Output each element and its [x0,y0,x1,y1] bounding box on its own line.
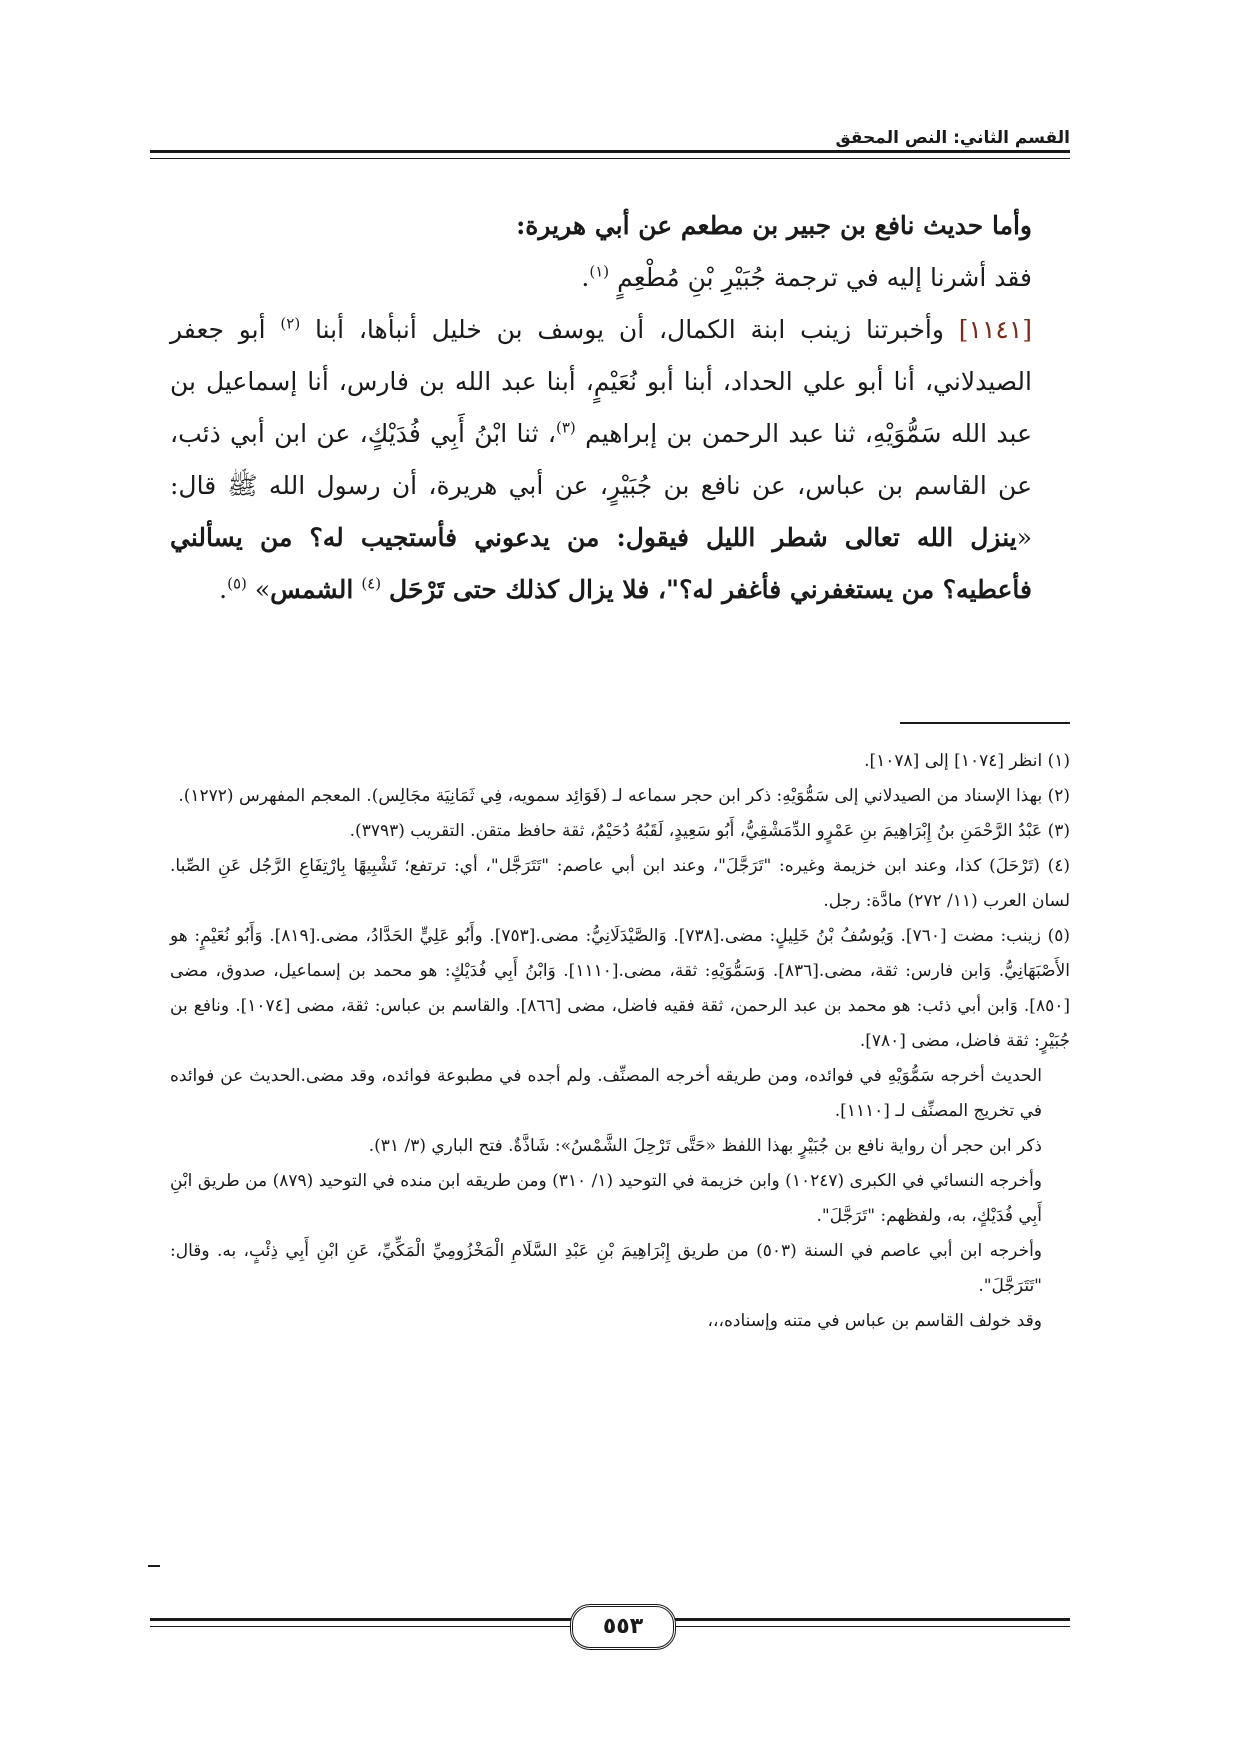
isnad-text-a: وأخبرتنا زينب ابنة الكمال، أن يوسف بن خليل أنبأها، أبنا [314,315,944,344]
continuation-dash [148,1565,160,1567]
header-rule-thin [150,158,1070,159]
running-head: القسم الثاني: النص المحقق [835,128,1070,148]
header-rule-thick [150,150,1070,153]
main-text [170,200,1070,616]
footnote-5-nasai: وأخرجه النسائي في الكبرى (١٠٢٤٧) وابن خزيمة في التوحيد (١/ ٣١٠) ومن طريقه ابن منده في التوحيد (٨٧٩) من طريق ابْنِ أَبِي فُدَيْكٍ، به، ولفظهم: "تَرَجَّلَ". [170,1171,1043,1226]
hadith-number: [١١٤١] [958,315,1033,344]
footnote-1: (١) انظر [١٠٧٤] إلى [١٠٧٨]. [864,751,1070,771]
footnote-4: (٤) (تَرْحَلَ) كذا، وعند ابن خزيمة وغيره: "تَرَجَّلَ"، وعند ابن أبي عاصم: "تَتَرَجَّل"، أي: ترتفع؛ تَشْبِيهًا بِارْتِفَاعِ الرَّجُل عَنِ الصِّبا. لسان العرب (١١/ ٢٧٢) مادَّة: رجل. [170,856,1070,911]
footnote-5-ibn-hajar: ذكر ابن حجر أن رواية نافع بن جُبَيْرٍ بهذا اللفظ «حَتَّى تَرْحِلَ الشَّمْسُ»: شَاذَّةٌ. فتح الباري (٣/ ٣١). [368,1136,1042,1156]
footnote-5-khulifa: وقد خولف القاسم بن عباس في متنه وإسناده،،، [707,1311,1042,1331]
footnotes [170,744,1070,1339]
isnad-text-c: ، ثنا ابْنُ أَبِي فُدَيْكٍ، عن ابن أبي ذئب، عن القاسم بن عباس، عن نافع بن جُبَيْرٍ، عن أبي هريرة، أن رسول الله ﷺ قال: « [170,419,1032,552]
section-heading: وأما حديث نافع بن جبير بن مطعم عن أبي هريرة: [516,211,1032,240]
footnote-5-takhrij: الحديث أخرجه سَمُّوَيْهِ في فوائده، ومن طريقه أخرجه المصنِّف. ولم أجده في مطبوعة فوائده، وقد مضى.الحديث عن فوائده في تخريج المصنِّف لـ [١١١٠]. [170,1066,1042,1121]
matn-text-b: الشمس [270,575,354,604]
footnote-separator [900,722,1070,724]
footnote-ref-3: (٣) [556,418,576,437]
footnote-ref-1: (١) [589,262,610,281]
footnote-ref-4: (٤) [361,574,382,593]
footnote-2: (٢) بهذا الإسناد من الصيدلاني إلى سَمُّوَيْهِ: ذكر ابن حجر سماعه لـ (فَوَائِد سمويه، فِي ثَمَانِيَة مجَالِس). المعجم المفهرس (١٢٧٢). [178,786,1070,806]
footnote-ref-2: (٢) [280,314,301,333]
matn-text-a: ينزل الله تعالى شطر الليل فيقول: من يدعوني فأستجيب له؟ من يسألني فأعطيه؟ من يستغفرني فأغفر له؟"، فلا يزال كذلك حتى تَرْحَل [170,523,1032,604]
cross-reference-text: فقد أشرنا إليه في ترجمة جُبَيْرِ بْنِ مُطْعِمٍ [617,263,1032,292]
isnad-text-b: أبو جعفر الصيدلاني، أنا أبو علي الحداد، أبنا أبو نُعَيْمٍ، أبنا عبد الله بن فارس، أنا إسماعيل بن عبد الله سَمُّوَيْهِ، ثنا عبد الرحمن بن إبراهيم [170,315,1032,448]
page-number: ٥٥٣ [570,1604,676,1650]
footnote-5-ibn-abi-asim: وأخرجه ابن أبي عاصم في السنة (٥٠٣) من طريق إِبْرَاهِيمَ بْنِ عَبْدِ السَّلَامِ الْمَخْزُومِيِّ الْمَكِّيِّ، عَنِ ابْنِ أَبِي ذِئْبٍ، به. وقال: "تَتَرَجَّلَ". [170,1241,1043,1296]
cross-reference-line: فقد أشرنا إليه في ترجمة جُبَيْرِ بْنِ مُطْعِمٍ $^{(١)}$. [581,262,1032,292]
footnote-3: (٣) عَبْدُ الرَّحْمَنِ بنُ إِبْرَاهِيمَ بنِ عَمْرٍو الدِّمَشْقِيُّ، أَبُو سَعِيدٍ، لَقَبُهُ دُحَيْمٌ، ثقة حافظ متقن. التقريب (٣٧٩٣). [349,821,1070,841]
footnote-ref-5: (٥) [227,574,247,593]
hadith-paragraph: [١١٤١] وأخبرتنا زينب ابنة الكمال، أن يوسف بن خليل أنبأها، أبنا $^{(٢)}$ أبو جعفر الصيدلاني، أنا أبو علي الحداد، أبنا أبو نُعَيْمٍ، أبنا عبد الله بن فارس، أنا إسماعيل بن عبد الله سَمُّوَيْهِ، ثنا عبد الرحمن بن إبراهيم $^{(٣)}$، ثنا ابْنُ أَبِي فُدَيْكٍ، عن ابن أبي ذئب، عن القاسم بن عباس، عن نافع بن جُبَيْرٍ، عن أبي هريرة، أن رسول الله ﷺ قال: «ينزل الله تعالى شطر الليل فيقول: من يدعوني فأستجيب له؟ من يسألني فأعطيه؟ من يستغفرني فأغفر له؟"، فلا يزال كذلك حتى تَرْحَل $^{(٤)}$ الشمس» $^{(٥)}$. [170,314,1033,604]
footnote-5: (٥) زينب: مضت [٧٦٠]. وَيُوسُفُ بْنُ خَلِيلٍ: مضى.[٧٣٨]. وَالصَّيْدَلَانِيُّ: مضى.[٧٥٣]. وأَبُو عَلِيٍّ الحَدَّادُ، مضى.[٨١٩]. وَأَبُو نُعَيْمٍ: هو الأَصْبَهَانِيُّ. وَابن فارس: ثقة، مضى.[٨٣٦]. وَسَمُّوَيْهِ: ثقة، مضى.[١١١٠]. وَابْنُ أَبِي فُدَيْكٍ: هو محمد بن إسماعيل، صدوق، مضى [٨٥٠]. وَابن أبي ذئب: هو محمد بن عبد الرحمن، ثقة فقيه فاضل، مضى [٨٦٦]. والقاسم بن عباس: ثقة، مضى [١٠٧٤]. ونافع بن جُبَيْرٍ: ثقة فاضل، مضى [٧٨٠]. [170,926,1071,1051]
